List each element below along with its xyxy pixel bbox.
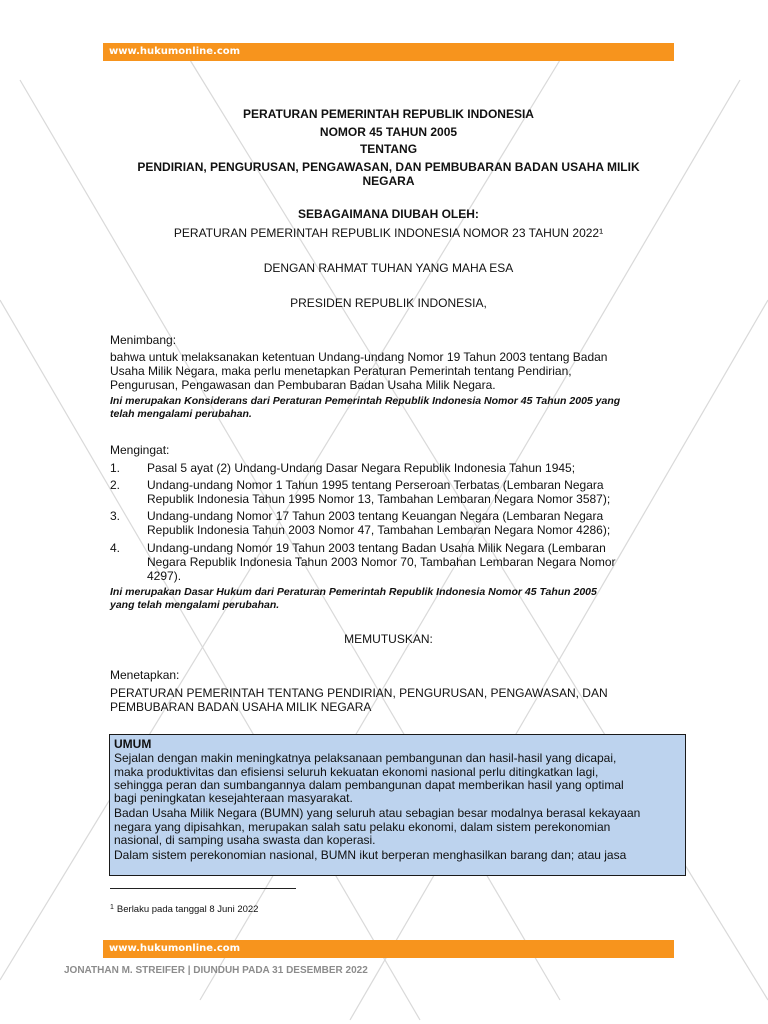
footer-site-link[interactable]: www.hukumonline.com	[109, 943, 241, 954]
mengingat-note: yang telah mengalami perubahan.	[110, 599, 280, 611]
menimbang-line: Usaha Milik Negara, maka perlu menetapkan Peraturan Pemerintah tentang Pendirian,	[110, 364, 572, 378]
list-item-text: 4297).	[147, 569, 182, 583]
list-number: 2.	[110, 478, 121, 492]
umum-line: sehingga peran dan sumbangannya dalam pembangunan dapat memberikan hasil yang optimal	[114, 777, 624, 792]
download-credit: JONATHAN M. STREIFER | DIUNDUH PADA 31 DESEMBER 2022	[64, 965, 368, 976]
list-item-text: Undang-undang Nomor 1 Tahun 1995 tentang Perseroan Terbatas (Lembaran Negara	[147, 478, 604, 492]
header-site-bar	[103, 43, 674, 61]
amended-heading: SEBAGAIMANA DIUBAH OLEH:	[298, 207, 479, 221]
menimbang-line: Pengurusan, Pengawasan dan Pembubaran Badan Usaha Milik Negara.	[110, 378, 496, 392]
list-item-text: Republik Indonesia Tahun 2003 Nomor 47, Tambahan Lembaran Negara Nomor 4286);	[147, 523, 611, 537]
footnote	[110, 904, 258, 915]
umum-line: Dalam sistem perekonomian nasional, BUMN ikut berperan menghasilkan barang dan; atau jasa	[114, 848, 627, 863]
menetapkan-line: PERATURAN PEMERINTAH TENTANG PENDIRIAN, PENGURUSAN, PENGAWASAN, DAN	[110, 686, 608, 700]
list-item-text: Republik Indonesia Tahun 1995 Nomor 13, Tambahan Lembaran Negara Nomor 3587);	[147, 492, 611, 506]
list-item-text: Undang-undang Nomor 17 Tahun 2003 tentang Keuangan Negara (Lembaran Negara	[147, 509, 604, 523]
list-number: 1.	[110, 461, 121, 475]
presiden-text: PRESIDEN REPUBLIK INDONESIA,	[290, 296, 487, 310]
title-line-3: TENTANG	[359, 142, 418, 156]
list-item-text: Undang-undang Nomor 19 Tahun 2003 tentang Badan Usaha Milik Negara (Lembaran	[147, 541, 606, 555]
umum-line: Badan Usaha Milik Negara (BUMN) yang seluruh atau sebagian besar modalnya berasal kekayaan	[114, 806, 641, 821]
list-number: 4.	[110, 541, 121, 555]
title-line-2: NOMOR 45 TAHUN 2005	[319, 125, 458, 139]
menimbang-label: Menimbang:	[110, 333, 177, 347]
footnote-mark: 1	[110, 904, 114, 911]
umum-line: nasional, di samping usaha swasta dan koperasi.	[114, 833, 376, 848]
mengingat-label: Mengingat:	[110, 443, 170, 457]
footnote-divider	[110, 888, 296, 889]
title-line-1: PERATURAN PEMERINTAH REPUBLIK INDONESIA	[243, 107, 534, 121]
umum-line: bagi peningkatan kesejahteraan masyarakat.	[114, 791, 353, 806]
umum-line: maka produktivitas dan efisiensi seluruh kekuatan ekonomi nasional perlu ditingkatkan lagi,	[114, 764, 599, 779]
memutuskan-heading: MEMUTUSKAN:	[344, 632, 433, 646]
umum-line: negara yang dipisahkan, merupakan salah satu pelaku ekonomi, dalam sistem perekonomian	[114, 819, 611, 834]
amended-text: PERATURAN PEMERINTAH REPUBLIK INDONESIA NOMOR 23 TAHUN 2022¹	[173, 226, 604, 240]
menimbang-line: bahwa untuk melaksanakan ketentuan Undang-undang Nomor 19 Tahun 2003 tentang Badan	[110, 350, 608, 364]
menetapkan-line: PEMBUBARAN BADAN USAHA MILIK NEGARA	[110, 700, 372, 714]
rahmat-text: DENGAN RAHMAT TUHAN YANG MAHA ESA	[263, 261, 514, 275]
menetapkan-label: Menetapkan:	[110, 668, 180, 682]
menimbang-note: telah mengalami perubahan.	[110, 408, 252, 420]
list-item-text: Negara Republik Indonesia Tahun 2003 Nomor 70, Tambahan Lembaran Negara Nomor	[147, 555, 616, 569]
umum-line: Sejalan dengan makin meningkatnya pelaksanaan pembangunan dan hasil-hasil yang dicapai,	[114, 751, 617, 766]
header-site-link[interactable]: www.hukumonline.com	[109, 46, 241, 57]
footer-site-bar	[103, 940, 674, 958]
title-line-4b: NEGARA	[362, 174, 415, 188]
umum-heading: UMUM	[114, 737, 152, 751]
list-number: 3.	[110, 509, 121, 523]
title-line-4a: PENDIRIAN, PENGURUSAN, PENGAWASAN, DAN PEMBUBARAN BADAN USAHA MILIK	[137, 160, 640, 174]
umum-box	[109, 734, 686, 876]
list-item-text: Pasal 5 ayat (2) Undang-Undang Dasar Negara Republik Indonesia Tahun 1945;	[147, 461, 576, 475]
footnote-text: Berlaku pada tanggal 8 Juni 2022	[116, 904, 259, 915]
menimbang-note: Ini merupakan Konsiderans dari Peraturan Pemerintah Republik Indonesia Nomor 45 Tahun 2005 yang	[110, 395, 621, 407]
mengingat-note: Ini merupakan Dasar Hukum dari Peraturan Pemerintah Republik Indonesia Nomor 45 Tahun 2005	[110, 586, 597, 598]
